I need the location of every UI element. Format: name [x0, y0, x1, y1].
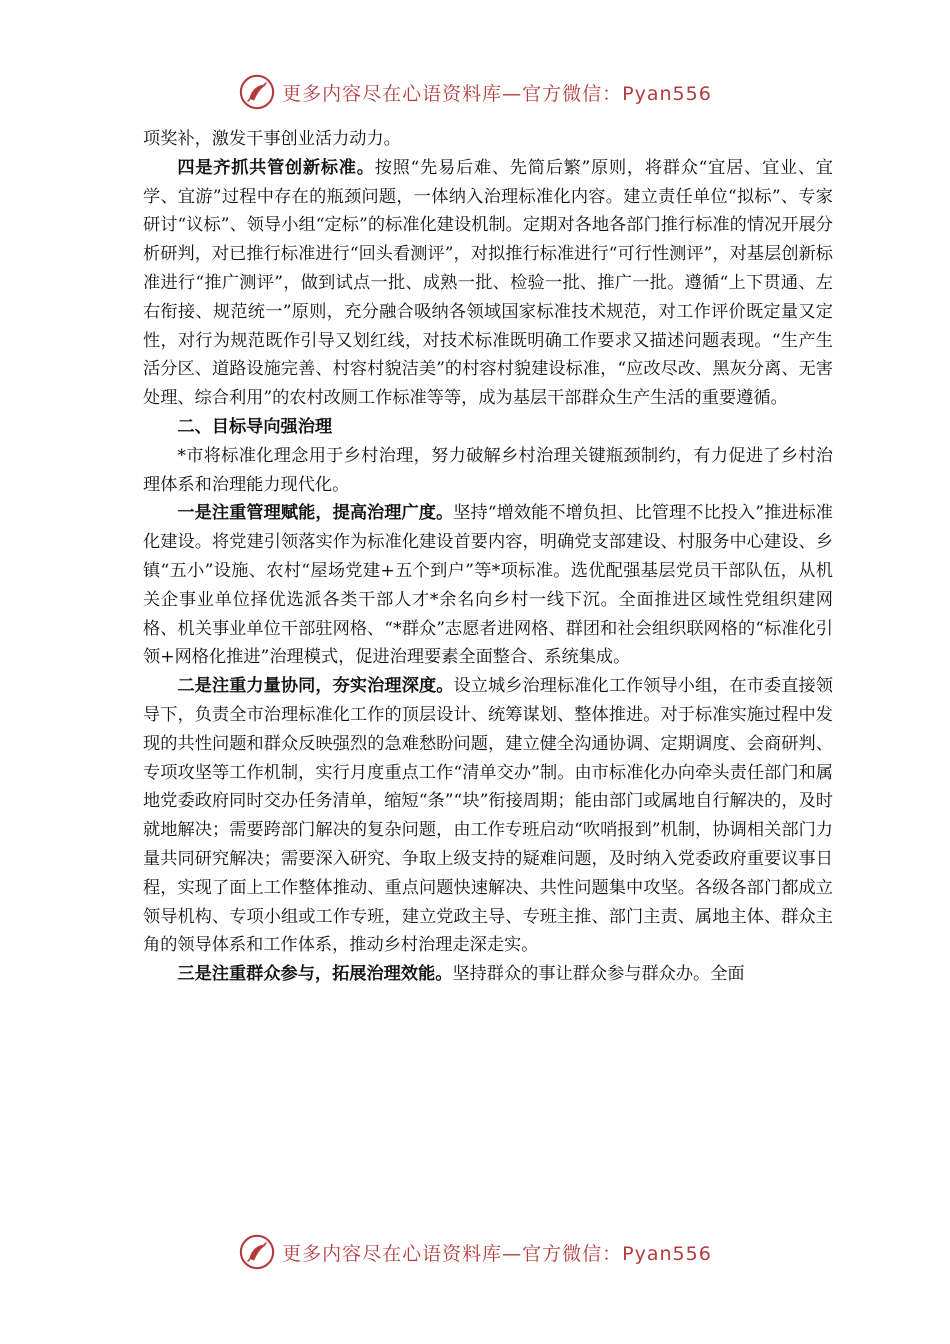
paragraph: 二是注重力量协同，夯实治理深度。设立城乡治理标准化工作领导小组，在市委直接领导下，负责全市治理标准化工作的顶层设计、统筹谋划、整体推进。对于标准实施过程中发现的共性问题和群众反映强烈的急难愁盼问题，建立健全沟通协调、定期调度、会商研判、专项攻坚等工作机制，实行月度重点工作“清单交办”制。由市标准化办向牵头责任部门和属地党委政府同时交办任务清单，缩短“条”“块”衔接周期；能由部门或属地自行解决的，及时就地解决；需要跨部门解决的复杂问题，由工作专班启动“吹哨报到”机制，协调相关部门力量共同研究解决；需要深入研究、争取上级支持的疑难问题，及时纳入党委政府重要议事日程，实现了面上工作整体推动、重点问题快速解决、共性问题集中攻坚。各级各部门都成立领导机构、专项小组或工作专班，建立党政主导、专班主推、部门主责、属地主体、群众主角的领导体系和工作体系，推动乡村治理走深走实。 — [143, 676, 833, 956]
paragraph-lead: 二是注重力量协同，夯实治理深度。 — [177, 676, 454, 697]
watermark-banner-bottom — [0, 1232, 950, 1272]
paragraph-lead: 四是齐抓共管创新标准。 — [177, 157, 375, 178]
paragraph: 三是注重群众参与，拓展治理效能。坚持群众的事让群众参与群众办。全面 — [177, 964, 745, 985]
watermark-text: 更多内容尽在心语资料库—官方微信：Pyan556 — [282, 82, 712, 105]
watermark-text: 更多内容尽在心语资料库—官方微信：Pyan556 — [282, 1242, 712, 1265]
paragraph-lead: 一是注重管理赋能，提高治理广度。 — [177, 503, 454, 524]
logo-icon — [238, 73, 276, 111]
paragraph: 项奖补，激发干事创业活力动力。 — [143, 129, 401, 149]
document-body — [143, 125, 833, 989]
logo-icon — [238, 1233, 276, 1271]
section-heading: 二、目标导向强治理 — [177, 416, 333, 437]
paragraph: 四是齐抓共管创新标准。按照“先易后难、先简后繁”原则，将群众“宜居、宜业、宜学、宜游”过程中存在的瓶颈问题，一体纳入治理标准化内容。建立责任单位“拟标”、专家研讨“议标”、领导小组“定标”的标准化建设机制。定期对各地各部门推行标准的情况开展分析研判，对已推行标准进行“回头看测评”，对拟推行标准进行“可行性测评”，对基层创新标准进行“推广测评”，做到试点一批、成熟一批、检验一批、推广一批。遵循“上下贯通、左右衔接、规范统一”原则，充分融合吸纳各领域国家标准技术规范，对工作评价既定量又定性，对行为规范既作引导又划红线，对技术标准既明确工作要求又描述问题表现。“生产生活分区、道路设施完善、村容村貌洁美”的村容村貌建设标准，“应改尽改、黑灰分离、无害处理、综合利用”的农村改厕工作标准等等，成为基层干部群众生产生活的重要遵循。 — [143, 157, 833, 409]
paragraph: *市将标准化理念用于乡村治理，努力破解乡村治理关键瓶颈制约，有力促进了乡村治理体系和治理能力现代化。 — [143, 445, 833, 495]
paragraph-lead: 三是注重群众参与，拓展治理效能。 — [177, 964, 453, 985]
watermark-banner-top — [0, 72, 950, 112]
paragraph: 一是注重管理赋能，提高治理广度。坚持“增效能不增负担、比管理不比投入”推进标准化建设。将党建引领落实作为标准化建设首要内容，明确党支部建设、村服务中心建设、乡镇“五小”设施、农村“屋场党建+五个到户”等*项标准。选优配强基层党员干部队伍，从机关企事业单位择优选派各类干部人才*余名向乡村一线下沉。全面推进区域性党组织建网格、机关事业单位干部驻网格、“*群众”志愿者进网格、群团和社会组织联网格的“标准化引领+网格化推进”治理模式，促进治理要素全面整合、系统集成。 — [143, 503, 833, 668]
